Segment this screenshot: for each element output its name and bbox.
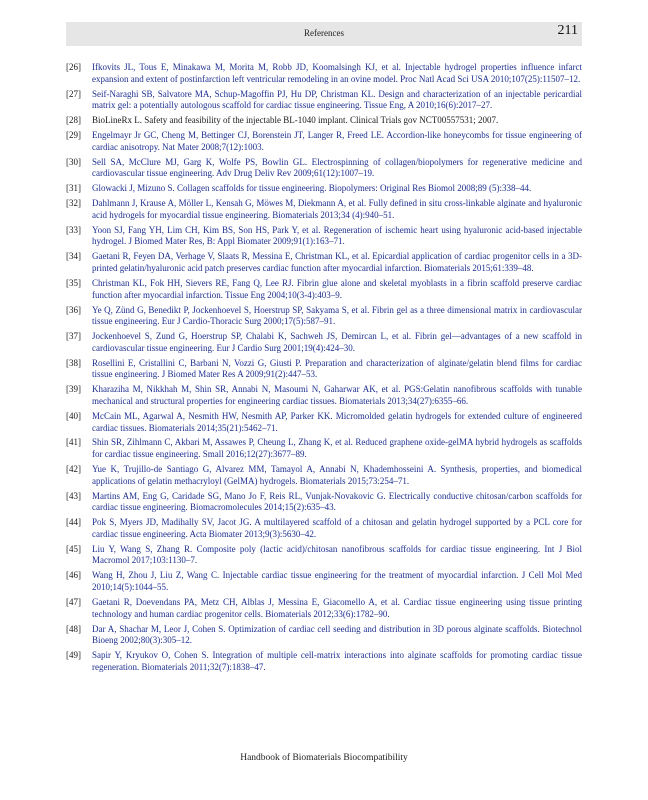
reference-number: [37]	[66, 331, 81, 342]
page-number: 211	[557, 23, 578, 38]
reference-item	[66, 411, 582, 434]
reference-number: [27]	[66, 88, 81, 99]
reference-item	[66, 115, 582, 127]
reference-item	[66, 251, 582, 274]
reference-item	[66, 491, 582, 514]
reference-link[interactable]: Pok S, Myers JD, Madihally SV, Jacot JG. A multilayered scaffold of a chitosan and gelatin hydrogel supported by a PCL core for cardiac tissue engineering. Acta Biomater 2013;9(3):5630–42.	[92, 517, 582, 539]
reference-number: [43]	[66, 490, 81, 501]
reference-number: [36]	[66, 304, 81, 315]
reference-link[interactable]: Sell SA, McClure MJ, Garg K, Wolfe PS, Bowlin GL. Electrospinning of collagen/biopolymers for regenerative medicine and cardiovascular tissue engineering. Adv Drug Deliv Rev 2009;61(12):1007–19.	[92, 156, 582, 179]
reference-item	[66, 358, 582, 381]
reference-number: [29]	[66, 130, 81, 141]
reference-item	[66, 130, 582, 153]
reference-item	[66, 624, 582, 647]
reference-item	[66, 544, 582, 567]
reference-text: BioLineRx L. Safety and feasibility of the injectable BL-1040 implant. Clinical Trials gov NCT00557531; 2007.	[92, 115, 499, 126]
running-header	[66, 22, 582, 46]
reference-link[interactable]: Christman KL, Fok HH, Sievers RE, Fang Q, Lee RJ. Fibrin glue alone and skeletal myoblasts in a fibrin scaffold preserve cardiac function after myocardial infarction. Tissue Eng 2004;10(3-4):403–9.	[92, 278, 582, 300]
reference-link[interactable]: Shin SR, Zihlmann C, Akbari M, Assawes P, Cheung L, Zhang K, et al. Reduced graphene oxide-gelMA hybrid hydrogels as scaffolds for cardiac tissue engineering. Small 2016;12(27):3677–89.	[92, 437, 582, 460]
reference-number: [35]	[66, 278, 81, 289]
reference-number: [47]	[66, 596, 81, 607]
reference-link[interactable]: Engelmayr Jr GC, Cheng M, Bettinger CJ, Borenstein JT, Langer R, Freed LE. Accordion-like honeycombs for tissue engineering of cardiac anisotropy. Nat Mater 2008;7(12):1003.	[92, 130, 582, 152]
reference-number: [30]	[66, 156, 81, 167]
reference-item	[66, 89, 582, 112]
reference-link[interactable]: Liu Y, Wang S, Zhang R. Composite poly (lactic acid)/chitosan nanofibrous scaffolds for cardiac tissue engineering. Int J Biol Macromol 2017;103:1130–7.	[92, 543, 582, 566]
reference-link[interactable]: Sapir Y, Kryukov O, Cohen S. Integration of multiple cell-matrix interactions into alginate scaffolds for promoting cardiac tissue regeneration. Biomaterials 2011;32(7):1838–47.	[92, 650, 582, 672]
reference-item	[66, 225, 582, 248]
reference-number: [45]	[66, 543, 81, 554]
reference-item	[66, 331, 582, 354]
reference-number: [31]	[66, 183, 81, 194]
reference-number: [46]	[66, 570, 81, 581]
reference-item	[66, 517, 582, 540]
reference-link[interactable]: Rosellini E, Cristallini C, Barbani N, Vozzi G, Giusti P. Preparation and characterization of alginate/gelatin blend films for cardiac tissue engineering. J Biomed Mater Res A 2009;91(2):447–53.	[92, 357, 582, 380]
reference-number: [34]	[66, 251, 81, 262]
reference-item	[66, 570, 582, 593]
book-title-footer: Handbook of Biomaterials Biocompatibility	[240, 753, 408, 763]
reference-item	[66, 650, 582, 673]
reference-number: [48]	[66, 623, 81, 634]
reference-number: [40]	[66, 410, 81, 421]
reference-list	[66, 62, 582, 677]
reference-link[interactable]: Martins AM, Eng G, Caridade SG, Mano Jo F, Reis RL, Vunjak-Novakovic G. Electrically conductive chitosan/carbon scaffolds for cardiac tissue engineering. Biomacromolecules 2014;15(2):635–43.	[92, 490, 582, 513]
reference-item	[66, 198, 582, 221]
reference-item	[66, 278, 582, 301]
reference-link[interactable]: Gaetani R, Feyen DA, Verhage V, Slaats R, Messina E, Christman KL, et al. Epicardial application of cardiac progenitor cells in a 3D-printed gelatin/hyaluronic acid patch preserves cardiac function after myocardial infarction. Biomaterials 2015;61:339–48.	[92, 251, 582, 274]
reference-item	[66, 384, 582, 407]
reference-number: [49]	[66, 650, 81, 661]
reference-number: [33]	[66, 224, 81, 235]
reference-link[interactable]: McCain ML, Agarwal A, Nesmith HW, Nesmith AP, Parker KK. Micromolded gelatin hydrogels for extended culture of engineered cardiac tissues. Biomaterials 2014;35(21):5462–71.	[92, 410, 582, 433]
reference-number: [32]	[66, 198, 81, 209]
reference-item	[66, 464, 582, 487]
reference-link[interactable]: Seif-Naraghi SB, Salvatore MA, Schup-Magoffin PJ, Hu DP, Christman KL. Design and characterization of an injectable pericardial matrix gel: a potentially autologous scaffold for cardiac tissue engineering. Tissue Eng, A 2010;16(6):2017–27.	[92, 88, 582, 111]
reference-link[interactable]: Ifkovits JL, Tous E, Minakawa M, Morita M, Robb JD, Koomalsingh KJ, et al. Injectable hydrogel properties influence infarct expansion and extent of postinfarction left ventricular remodeling in an ovine model. Proc Natl Acad Sci USA 2010;107(25):11507–12.	[92, 62, 582, 84]
reference-item	[66, 437, 582, 460]
reference-link[interactable]: Glowacki J, Mizuno S. Collagen scaffolds for tissue engineering. Biopolymers: Original Res Biomol 2008;89 (5):338–44.	[92, 183, 532, 194]
reference-number: [38]	[66, 357, 81, 368]
reference-link[interactable]: Yue K, Trujillo-de Santiago G, Alvarez MM, Tamayol A, Annabi N, Khademhosseini A. Synthesis, properties, and biomedical applications of gelatin methacryloyl (GelMA) hydrogels. Biomaterials 2015;73:254–71.	[92, 464, 582, 486]
reference-number: [28]	[66, 115, 81, 126]
reference-number: [44]	[66, 517, 81, 528]
reference-link[interactable]: Wang H, Zhou J, Liu Z, Wang C. Injectable cardiac tissue engineering for the treatment of myocardial infarction. J Cell Mol Med 2010;14(5):1044–55.	[92, 570, 582, 592]
running-title: References	[304, 28, 344, 38]
reference-item	[66, 305, 582, 328]
reference-link[interactable]: Kharaziha M, Nikkhah M, Shin SR, Annabi N, Masoumi N, Gaharwar AK, et al. PGS:Gelatin nanofibrous scaffolds with tunable mechanical and structural properties for engineering cardiac tissues. Biomaterials 2013;34(27):6355–66.	[92, 384, 582, 406]
reference-number: [39]	[66, 384, 81, 395]
reference-number: [42]	[66, 464, 81, 475]
reference-link[interactable]: Gaetani R, Doevendans PA, Metz CH, Alblas J, Messina E, Giacomello A, et al. Cardiac tissue engineering using tissue printing technology and human cardiac progenitor cells. Biomaterials 2012;33(6):1782–90.	[92, 596, 582, 619]
reference-item	[66, 62, 582, 85]
reference-number: [41]	[66, 437, 81, 448]
reference-link[interactable]: Jockenhoevel S, Zund G, Hoerstrup SP, Chalabi K, Sachweh JS, Demircan L, et al. Fibrin gel—advantages of a new scaffold in cardiovascular tissue engineering. Eur J Cardio Surg 2001;19(4):424–30.	[92, 331, 582, 353]
reference-link[interactable]: Ye Q, Zünd G, Benedikt P, Jockenhoevel S, Hoerstrup SP, Sakyama S, et al. Fibrin gel as a three dimensional matrix in cardiovascular tissue engineering. Eur J Cardio-Thoracic Surg 2000;17(5):587–91.	[92, 304, 582, 327]
reference-link[interactable]: Dahlmann J, Krause A, Möller L, Kensah G, Möwes M, Diekmann A, et al. Fully defined in situ cross-linkable alginate and hyaluronic acid hydrogels for myocardial tissue engineering. Biomaterials 2013;34 (4):940–51.	[92, 198, 582, 220]
reference-link[interactable]: Yoon SJ, Fang YH, Lim CH, Kim BS, Son HS, Park Y, et al. Regeneration of ischemic heart using hyaluronic acid-based injectable hydrogel. J Biomed Mater Res, B: Appl Biomater 2009;91(1):163–71.	[92, 224, 582, 247]
reference-item	[66, 183, 582, 195]
reference-link[interactable]: Dar A, Shachar M, Leor J, Cohen S. Optimization of cardiac cell seeding and distribution in 3D porous alginate scaffolds. Biotechnol Bioeng 2002;80(3):305–12.	[92, 623, 582, 646]
reference-number: [26]	[66, 62, 81, 72]
reference-item	[66, 597, 582, 620]
reference-item	[66, 157, 582, 180]
